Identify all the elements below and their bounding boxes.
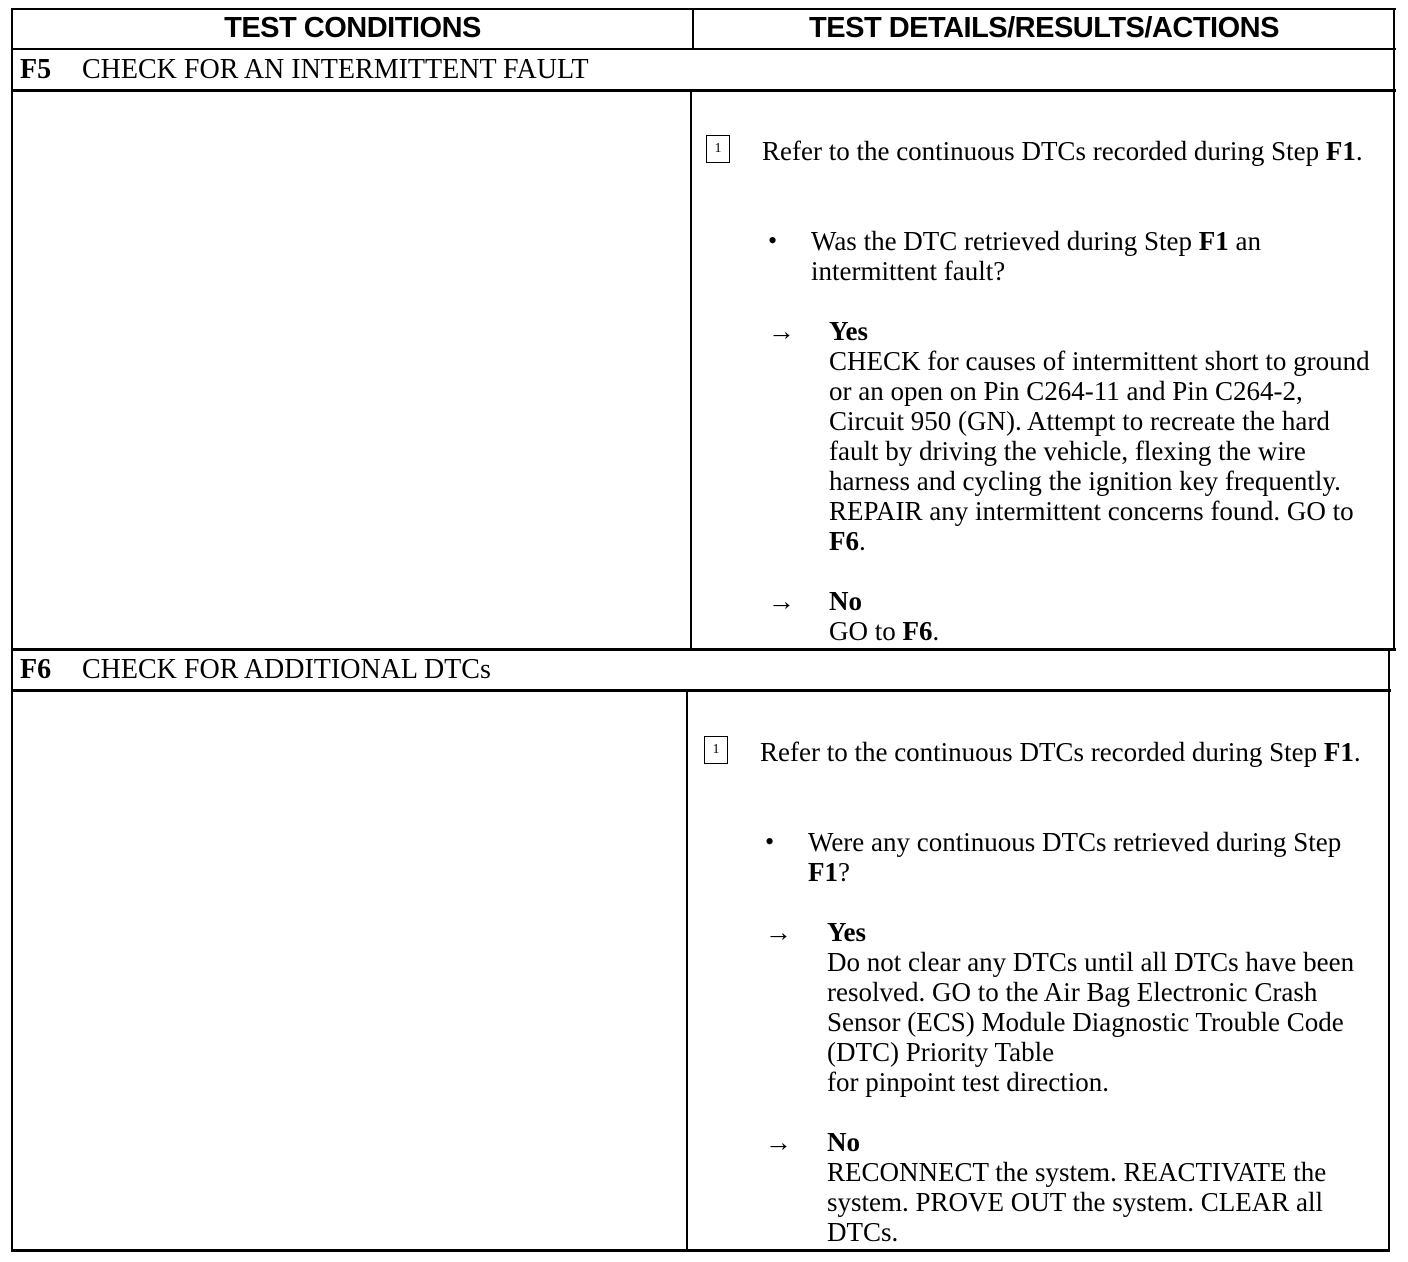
f6-question-post: ? — [838, 857, 850, 887]
f6-yes-text: Do not clear any DTCs until all DTCs have been resolved. GO to the Air Bag Electronic Crash Sensor (ECS) Module Diagnostic Trouble Code (DTC) Priority Table — [827, 947, 1355, 1067]
f6-yes-arrow: → — [765, 917, 792, 947]
header-test-details: TEST DETAILS/RESULTS/ACTIONS — [809, 12, 1279, 44]
f6-step-text: Refer to the continuous DTCs recorded during Step F1. — [760, 737, 1361, 767]
f5-yes-block: Yes CHECK for causes of intermittent short to ground or an open on Pin C264-11 and Pin C264-2, Circuit 950 (GN). Attempt to recreate the hard fault by driving the vehicle, flexing the wire harness and cycling the ignition key frequently. REPAIR any intermittent concerns found. GO to F6. — [829, 316, 1374, 556]
f5-question-ref: F1 — [1198, 226, 1229, 256]
table-border-bottom — [11, 1249, 1390, 1252]
f5-no-label: No — [829, 586, 862, 616]
f5-yes-text: CHECK for causes of intermittent short to ground or an open on Pin C264-11 and Pin C264-2, Circuit 950 (GN). Attempt to recreate the hard fault by driving the vehicle, flexing the wire harness and cycling the ignition key frequently. REPAIR any intermittent concerns found. GO to — [829, 346, 1370, 526]
f6-step-number-box: 1 — [704, 736, 728, 764]
table-border-top — [11, 8, 1396, 10]
f6-no-block — [827, 1127, 1357, 1247]
f5-no-arrow: → — [768, 586, 795, 616]
header-test-conditions: TEST CONDITIONS — [224, 12, 481, 44]
f5-question-pre: Was the DTC retrieved during Step — [811, 226, 1192, 256]
f5-yes-label: Yes — [829, 316, 868, 346]
f5-no-text: GO to — [829, 616, 896, 646]
f6-question — [808, 827, 1363, 887]
f6-column-divider — [686, 692, 688, 1252]
f6-title-bottom-rule — [11, 689, 1391, 692]
f5-bullet: • — [768, 226, 778, 255]
f6-bullet: • — [765, 827, 775, 856]
f6-no-label: No — [827, 1127, 860, 1157]
f6-question-pre: Were any continuous DTCs retrieved during Step — [808, 827, 1342, 857]
f5-question-post: an intermittent fault? — [811, 226, 1261, 286]
f6-title-top-rule — [11, 648, 1396, 651]
f5-title: CHECK FOR AN INTERMITTENT FAULT — [82, 54, 589, 85]
f6-yes-text2: for pinpoint test direction. — [827, 1067, 1109, 1097]
table-border-right-lower — [1388, 650, 1390, 1252]
table-border-left — [11, 8, 13, 1252]
header-bottom-rule — [11, 48, 1396, 50]
f6-yes-label: Yes — [827, 917, 866, 947]
f5-step-instruction: Refer to the continuous DTCs recorded during Step — [762, 136, 1320, 166]
f6-yes-block — [827, 917, 1377, 1097]
f5-no-ref: F6 — [902, 616, 933, 646]
f5-code: F5 — [20, 54, 52, 85]
f5-step-text: Refer to the continuous DTCs recorded during Step F1. — [762, 136, 1363, 166]
f5-step-number-box: 1 — [706, 135, 730, 163]
f6-title: CHECK FOR ADDITIONAL DTCs — [82, 654, 491, 685]
f6-code: F6 — [20, 654, 52, 685]
f6-no-arrow: → — [765, 1127, 792, 1157]
f5-section-title — [20, 53, 589, 87]
f6-step-instruction: Refer to the continuous DTCs recorded during Step — [760, 737, 1318, 767]
f5-yes-arrow: → — [768, 316, 795, 346]
f5-yes-ref: F6 — [829, 526, 859, 556]
f5-question — [811, 226, 1351, 286]
f6-question-ref: F1 — [808, 857, 838, 887]
f5-column-divider — [690, 92, 692, 650]
f6-section-title — [20, 653, 491, 687]
f6-no-text: RECONNECT the system. REACTIVATE the system. PROVE OUT the system. CLEAR all DTCs. — [827, 1157, 1327, 1247]
f6-step-ref: F1 — [1323, 737, 1354, 767]
table-border-right — [1393, 8, 1395, 650]
f5-title-bottom-rule — [11, 89, 1396, 92]
f5-step-ref: F1 — [1325, 136, 1356, 166]
f5-no-block: No GO to F6. — [829, 586, 1374, 646]
